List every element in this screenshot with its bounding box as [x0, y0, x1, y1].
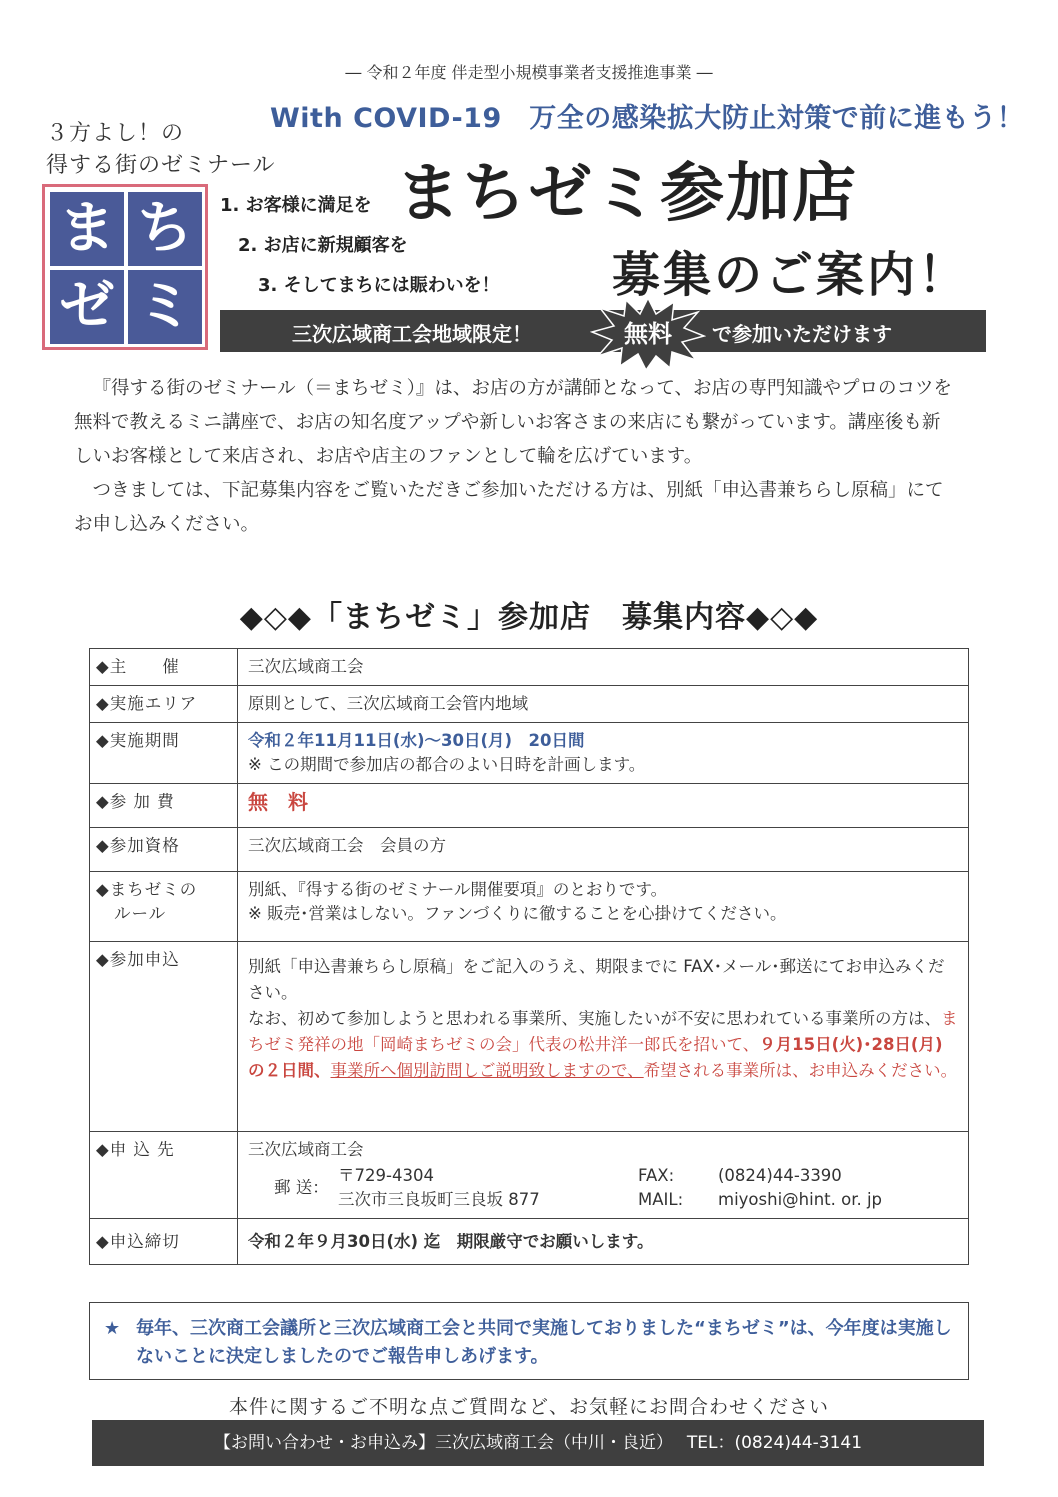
fax-label: FAX: [638, 1166, 675, 1185]
fax-number: (0824)44-3390 [718, 1166, 842, 1185]
row-value [238, 723, 969, 784]
row-value: 令和２年９月30日(水) 迄 期限厳守でお願いします。 [238, 1219, 969, 1265]
apply-p2-start: なお、初めて参加しようと思われる事業所、実施したいが不安に思われている事業所の方は、 [248, 1009, 941, 1028]
program-header: ― 令和２年度 伴走型小規模事業者支援推進事業 ― [345, 63, 713, 82]
logo-char: ま [50, 192, 124, 266]
logo-char: ち [128, 192, 202, 266]
table-row [90, 1219, 969, 1265]
point-1: 1. お客様に満足を [220, 195, 372, 216]
page-subtitle: 募集のご案内！ [612, 247, 970, 303]
intro-paragraph-1: 『得する街のゼミナール（＝まちゼミ）』は、お店の方が講師となって、お店の専門知識やプロのコツを無料で教えるミニ講座で、お店の知名度アップや新しいお客さまの来店にも繋がっています。講座後も新しいお客様として来店され、お店や店主のファンとして輪を広げています。 [74, 378, 953, 467]
apply-p2-dates: ９月15日(火)･28日(月)の２日間、 [248, 1035, 943, 1080]
notice-box [89, 1302, 969, 1380]
notice-text: 毎年、三次商工会議所と三次広域商工会と共同で実施しておりました“まちゼミ”は、今年度は実施しないことに決定しましたのでご報告申しあげます。 [136, 1318, 952, 1367]
table-row [90, 649, 969, 686]
table-row [90, 828, 969, 872]
row-value: 三次広域商工会 会員の方 [238, 828, 969, 872]
rules-note: ※ 販売･営業はしない。ファンづくりに徹することを心掛けてください。 [248, 904, 787, 923]
tagline-line-1: ３方よし！の [46, 121, 185, 146]
intro-text [74, 372, 954, 542]
machizemi-logo [42, 184, 208, 350]
row-label: ◆実施期間 [90, 723, 238, 784]
apply-paragraph-2 [248, 1006, 958, 1084]
tagline [46, 118, 276, 182]
apply-paragraph-1: 別紙「申込書兼ちらし原稿」をご記入のうえ、期限までに FAX･メール･郵送にてお申込みください。 [248, 957, 945, 1002]
row-value [238, 942, 969, 1132]
contact-address-grid [248, 1164, 958, 1212]
rules-label-1: ◆まちゼミの [96, 880, 198, 899]
table-row [90, 942, 969, 1132]
banner-left-text: 三次広域商工会地域限定！ [292, 322, 532, 346]
recruitment-table [89, 648, 969, 1265]
apply-p2-end: 希望される事業所は、お申込みください。 [643, 1061, 958, 1080]
row-value [238, 872, 969, 942]
postal-address: 三次市三良坂町三良坂 877 [338, 1190, 540, 1209]
row-value [238, 1132, 969, 1219]
row-value: 原則として、三次広域商工会管内地域 [238, 686, 969, 723]
rules-value: 別紙、『得する街のゼミナール開催要項』のとおりです。 [248, 880, 668, 899]
row-label: ◆主 催 [90, 649, 238, 686]
badge-text: 無料 [624, 320, 672, 348]
apply-p2-invite: まちゼミ発祥の地「岡崎まちゼミの会」代表の松井洋一郎氏を招いて、 [248, 1009, 958, 1054]
tagline-line-2: 得する街のゼミナール [46, 153, 276, 178]
row-label [90, 872, 238, 942]
table-row [90, 784, 969, 828]
intro-paragraph-2: つきましては、下記募集内容をご覧いただきご参加いただける方は、別紙「申込書兼ちらし原稿」にてお申し込みください。 [74, 480, 944, 535]
free-burst-badge [590, 296, 706, 370]
period-note: ※ この期間で参加店の都合のよい日時を計画します。 [248, 755, 646, 774]
logo-char: ゼ [50, 270, 124, 344]
table-row [90, 723, 969, 784]
table-row [90, 1132, 969, 1219]
row-label: ◆参 加 費 [90, 784, 238, 828]
contact-org: 三次広域商工会 [248, 1140, 364, 1159]
row-label: ◆実施エリア [90, 686, 238, 723]
row-label: ◆参加資格 [90, 828, 238, 872]
row-value [238, 784, 969, 828]
page-title: まちゼミ参加店 [396, 157, 858, 231]
mail-label: 郵 送： [274, 1178, 329, 1197]
footer-contact-bar: 【お問い合わせ・お申込み】三次広域商工会（中川・良近） TEL：(0824)44-3141 [92, 1420, 984, 1466]
point-3: 3. そしてまちには賑わいを！ [258, 275, 500, 296]
section-title: ◆◇◆「まちゼミ」参加店 募集内容◆◇◆ [239, 600, 819, 635]
rules-label-2: ルール [114, 904, 167, 923]
email-address[interactable]: miyoshi@hint. or. jp [718, 1190, 883, 1209]
row-value: 三次広域商工会 [238, 649, 969, 686]
point-2: 2. お店に新規顧客を [238, 235, 408, 256]
row-label: ◆申 込 先 [90, 1132, 238, 1219]
email-label: MAIL: [638, 1190, 684, 1209]
fee-value: 無 料 [248, 790, 308, 814]
period-value: 令和２年11月11日(水)～30日(月) 20日間 [248, 731, 585, 750]
covid-slogan: With COVID-19 万全の感染拡大防止対策で前に進もう！ [270, 103, 1025, 134]
banner-right-text: で参加いただけます [712, 322, 892, 346]
table-row [90, 686, 969, 723]
star-icon: ★ [104, 1318, 121, 1339]
row-label: ◆申込締切 [90, 1219, 238, 1265]
table-row [90, 872, 969, 942]
logo-char: ミ [128, 270, 202, 344]
postal-code: 〒729-4304 [338, 1166, 434, 1185]
inquiry-invitation: 本件に関するご不明な点ご質問など、お気軽にお問合わせください [228, 1396, 829, 1418]
apply-p2-visit: 事業所へ個別訪問しご説明致しますので、 [330, 1061, 644, 1080]
row-label: ◆参加申込 [90, 942, 238, 1132]
